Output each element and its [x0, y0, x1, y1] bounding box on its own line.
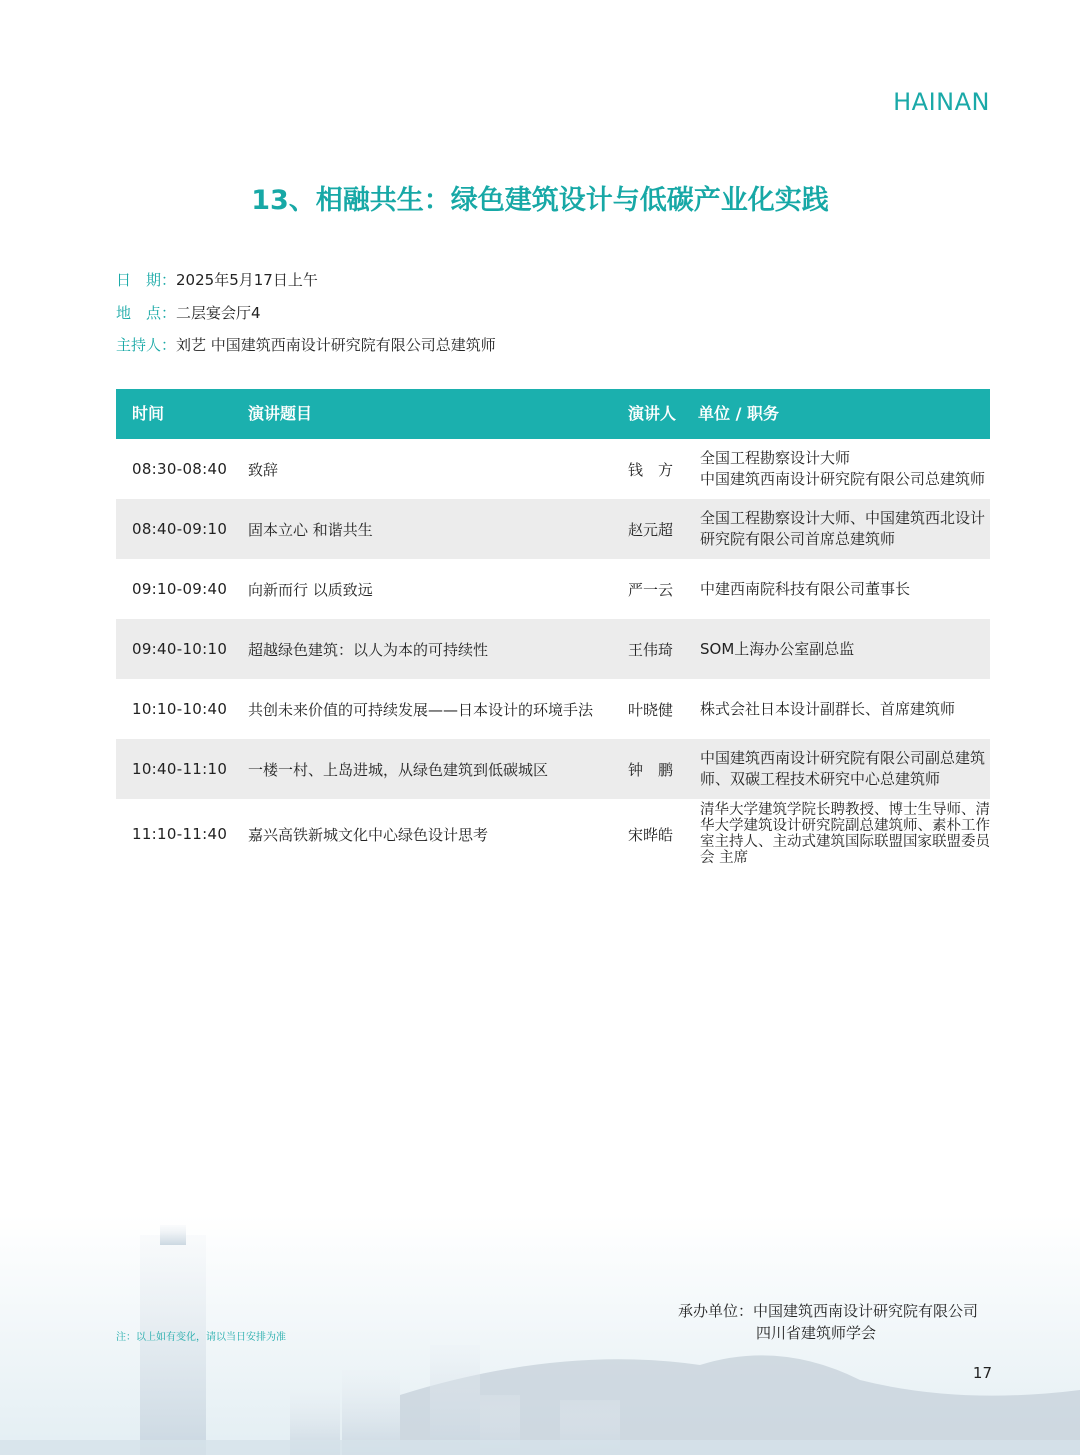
page-number: 17: [972, 1364, 992, 1382]
row-unit: 株式会社日本设计副群长、首席建筑师: [700, 699, 956, 718]
organizer-block: [678, 1300, 978, 1344]
header-topic: 演讲题目: [248, 404, 313, 423]
info-label: 日 期：: [116, 271, 177, 289]
row-unit: SOM上海办公室副总监: [700, 639, 855, 658]
row-time: 09:40-10:10: [132, 640, 228, 658]
table-row: [116, 559, 990, 619]
organizer-label: 承办单位：: [678, 1302, 754, 1320]
row-unit: 全国工程勘察设计大师 中国建筑西南设计研究院有限公司总建筑师: [700, 449, 986, 488]
table-row: [116, 679, 990, 739]
row-time: 10:40-11:10: [132, 760, 228, 778]
row-time: 08:30-08:40: [132, 460, 228, 478]
table-header: [116, 389, 990, 439]
row-topic: 一楼一村、上岛进城，从绿色建筑到低碳城区: [248, 760, 549, 779]
schedule-table: [116, 389, 990, 869]
row-unit: 中国建筑西南设计研究院有限公司副总建筑师、双碳工程技术研究中心总建筑师: [700, 749, 986, 788]
row-speaker: 叶晓健: [628, 700, 674, 719]
header-unit: 单位 / 职务: [698, 404, 779, 423]
row-topic: 嘉兴高铁新城文化中心绿色设计思考: [248, 825, 489, 844]
organizer-name: 四川省建筑师学会: [756, 1324, 877, 1342]
table-row: [116, 439, 990, 499]
row-time: 10:10-10:40: [132, 700, 228, 718]
row-time: 08:40-09:10: [132, 520, 228, 538]
info-value: 2025年5月17日上午: [176, 271, 318, 289]
row-topic: 固本立心 和谐共生: [248, 520, 373, 539]
row-unit: 清华大学建筑学院长聘教授、博士生导师、清华大学建筑设计研究院副总建筑师、素朴工作室主持人、主动式建筑国际联盟国家联盟委员会 主席: [700, 802, 990, 866]
table-row: [116, 499, 990, 559]
table-row: [116, 799, 990, 869]
row-unit: 全国工程勘察设计大师、中国建筑西北设计研究院有限公司首席总建筑师: [700, 509, 986, 548]
table-row: [116, 619, 990, 679]
row-topic: 共创未来价值的可持续发展——日本设计的环境手法: [248, 700, 594, 719]
info-label: 主持人：: [116, 336, 177, 354]
row-speaker: 钟 鹏: [628, 760, 674, 779]
info-label: 地 点：: [116, 303, 177, 322]
row-speaker: 严一云: [628, 580, 674, 599]
info-location: [116, 299, 496, 332]
organizer-line: [678, 1300, 978, 1322]
organizer-name: 中国建筑西南设计研究院有限公司: [753, 1302, 979, 1320]
row-topic: 超越绿色建筑：以人为本的可持续性: [248, 640, 489, 659]
info-host: [116, 331, 496, 364]
info-value: 刘艺 中国建筑西南设计研究院有限公司总建筑师: [176, 336, 496, 354]
row-speaker: 赵元超: [628, 520, 674, 539]
table-row: [116, 739, 990, 799]
header-speaker: 演讲人: [628, 404, 677, 423]
info-date: [116, 266, 496, 299]
row-topic: 致辞: [248, 460, 279, 479]
page-title: 13、相融共生：绿色建筑设计与低碳产业化实践: [251, 185, 829, 216]
header-time: 时间: [132, 404, 165, 423]
footnote: 注：以上如有变化，请以当日安排为准: [116, 1332, 286, 1343]
row-unit: 中建西南院科技有限公司董事长: [700, 579, 911, 598]
brand-label: HAINAN: [893, 88, 990, 116]
row-speaker: 王伟琦: [628, 640, 674, 659]
session-info: [116, 266, 496, 364]
row-speaker: 宋晔皓: [628, 825, 674, 844]
row-time: 11:10-11:40: [132, 825, 228, 843]
row-speaker: 钱 方: [628, 460, 674, 479]
row-topic: 向新而行 以质致远: [248, 580, 373, 599]
info-value: 二层宴会厅4: [176, 303, 261, 322]
row-time: 09:10-09:40: [132, 580, 228, 598]
